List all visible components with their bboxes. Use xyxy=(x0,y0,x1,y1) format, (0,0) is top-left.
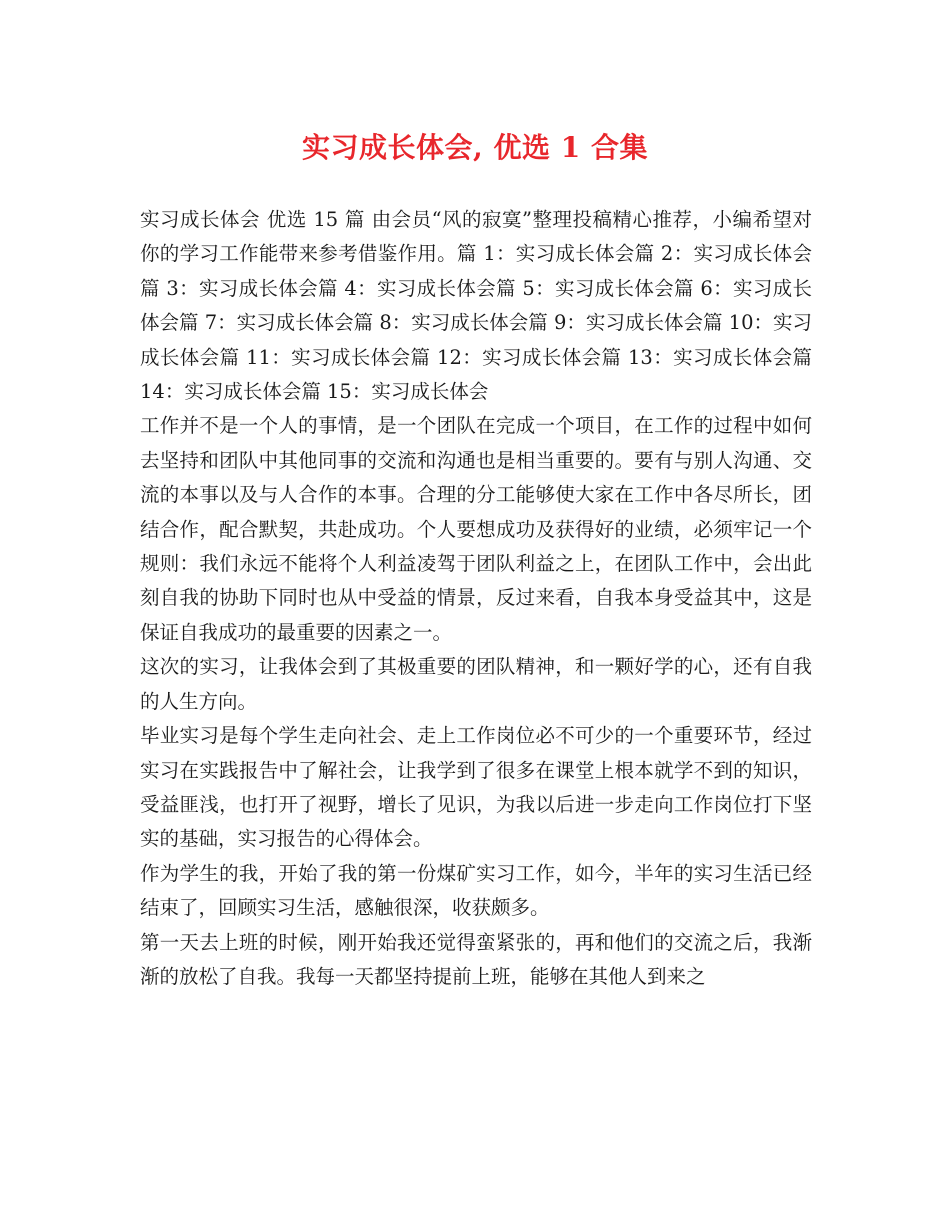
paragraph-intro: 实习成长体会 优选 15 篇 由会员“风的寂寞”整理投稿精心推荐，小编希望对你的学习工作能带来参考借鉴作用。篇 1：实习成长体会篇 2：实习成长体会篇 3：实习成长体会篇 4：实习成长体会篇 5：实习成长体会篇 6：实习成长体会篇 7：实习成长体会篇 8：实习成长体会篇 9：实习成长体会篇 10：实习成长体会篇 11：实习成长体会篇 12：实习成长体会篇 13：实习成长体会篇 14：实习成长体会篇 15：实习成长体会 xyxy=(140,208,812,404)
paragraph-team-spirit: 这次的实习，让我体会到了其极重要的团队精神，和一颗好学的心，还有自我的人生方向。 xyxy=(140,655,812,713)
paragraph-first-day: 第一天去上班的时候，刚开始我还觉得蛮紧张的，再和他们的交流之后，我渐渐的放松了自我。我每一天都坚持提前上班，能够在其他人到来之 xyxy=(140,930,812,988)
document-title: 实习成长体会, 优选 1 合集 xyxy=(302,131,648,164)
paragraph-teamwork: 工作并不是一个人的事情，是一个团队在完成一个项目，在工作的过程中如何去坚持和团队中其他同事的交流和沟通也是相当重要的。要有与别人沟通、交流的本事以及与人合作的本事。合理的分工能够使大家在工作中各尽所长，团结合作，配合默契，共赴成功。个人要想成功及获得好的业绩，必须牢记一个规则：我们永远不能将个人利益凌驾于团队利益之上，在团队工作中，会出此刻自我的协助下同时也从中受益的情景，反过来看，自我本身受益其中，这是保证自我成功的最重要的因素之一。 xyxy=(140,414,812,644)
paragraph-graduation-internship: 毕业实习是每个学生走向社会、走上工作岗位必不可少的一个重要环节，经过实习在实践报告中了解社会，让我学到了很多在课堂上根本就学不到的知识，受益匪浅，也打开了视野，增长了见识，为我以后进一步走向工作岗位打下坚实的基础，实习报告的心得体会。 xyxy=(140,724,812,851)
document-body xyxy=(140,203,812,994)
paragraph-first-job: 作为学生的我，开始了我的第一份煤矿实习工作，如今，半年的实习生活已经结束了，回顾实习生活，感触很深，收获颇多。 xyxy=(140,861,812,920)
